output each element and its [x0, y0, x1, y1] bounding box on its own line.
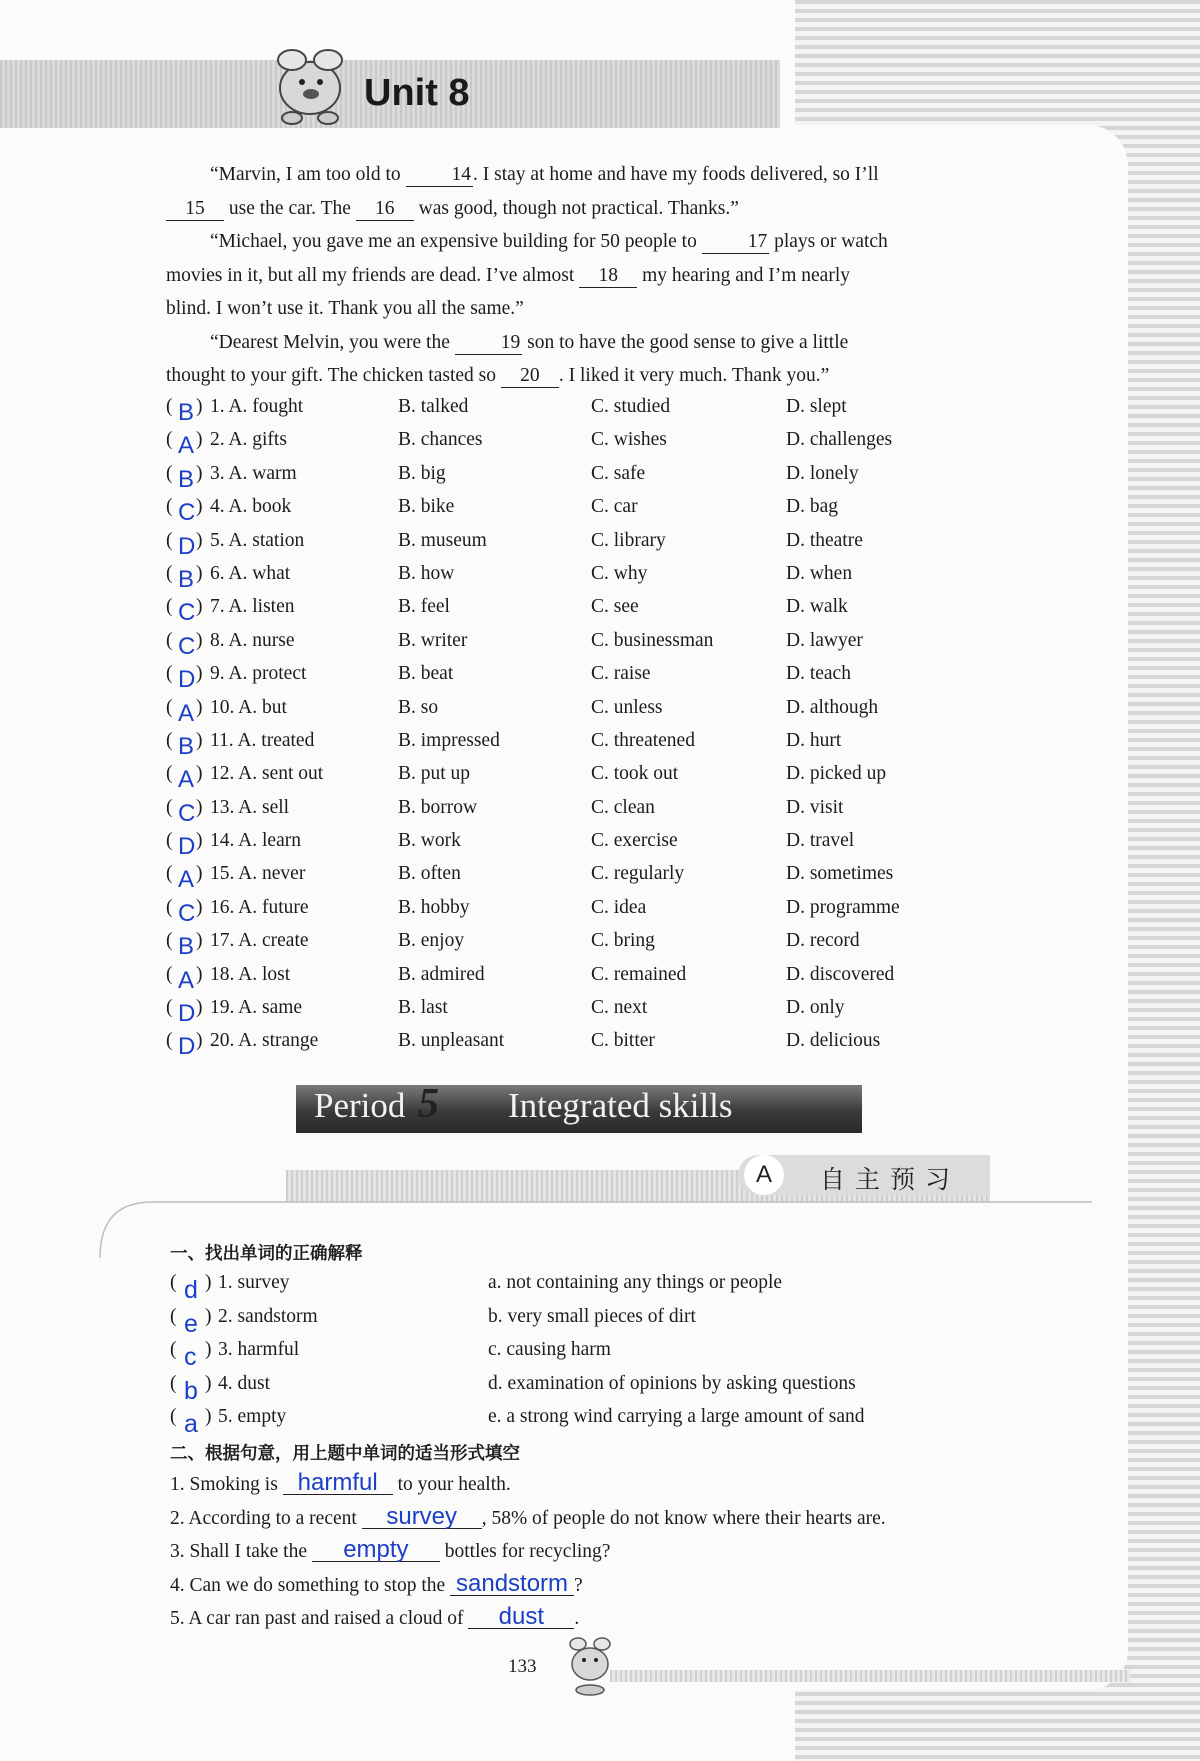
fill-row: 4. Can we do something to stop the sandstorm ? [170, 1569, 583, 1597]
answer-mark: D [178, 1000, 196, 1028]
match-row: ( d ) 1. survey a. not containing any things or people [170, 1272, 783, 1304]
passage-line: 15 use the car. The 16 was good, though not practical. Thanks.” [166, 192, 976, 226]
answer-mark: C [178, 799, 196, 827]
answer-fill: survey [362, 1506, 482, 1529]
blank-15: 15 [166, 198, 224, 221]
passage-paragraph: “Marvin, I am too old to 14 . I stay at home and have my foods delivered, so I’ll [210, 164, 879, 185]
fill-in-list [170, 1469, 1020, 1640]
question-row: ( B ) 1. A. fought B. talked C. studied D. slept [166, 396, 847, 426]
blank-20: 20 [501, 365, 559, 388]
blank-16: 16 [356, 198, 414, 221]
answer-mark: D [178, 666, 196, 694]
question-row: ( D ) 5. A. station B. museum C. library D. theatre [166, 529, 863, 560]
answer-mark: C [178, 899, 196, 927]
answer-mark: A [178, 866, 195, 894]
footer-band [610, 1670, 1130, 1682]
answer-mark: B [178, 399, 195, 426]
question-row: ( D ) 9. A. protect B. beat C. raise D. teach [166, 663, 851, 694]
period-title: Integrated skills [508, 1086, 733, 1125]
answer-mark: d [184, 1276, 198, 1304]
matching-list [170, 1272, 990, 1440]
answer-mark: C [178, 632, 196, 660]
match-row: ( a ) 5. empty e. a strong wind carrying a large amount of sand [170, 1406, 865, 1438]
question-row: ( A ) 12. A. sent out B. put up C. took out D. picked up [166, 763, 887, 794]
answer-fill: empty [312, 1539, 440, 1562]
answer-mark: C [178, 499, 196, 527]
fill-row: 3. Shall I take the empty bottles for recycling? [170, 1536, 611, 1563]
answer-mark: A [178, 766, 195, 794]
answer-mark: D [178, 532, 196, 560]
unit-title: Unit 8 [364, 72, 470, 114]
answer-mark: A [178, 432, 195, 460]
question-row: ( A ) 2. A. gifts B. chances C. wishes D. challenges [166, 429, 893, 460]
passage-line: thought to your gift. The chicken tasted so 20 . I liked it very much. Thank you.” [166, 365, 830, 386]
answer-mark: A [178, 966, 195, 994]
blank-18: 18 [579, 265, 637, 288]
fill-row: 2. According to a recent survey , 58% of people do not know where their hearts are. [170, 1502, 886, 1530]
passage-line: movies in it, but all my friends are dead. I’ve almost 18 my hearing and I’m nearly [166, 264, 850, 286]
passage-paragraph: “Dearest Melvin, you were the 19 son to have the good sense to give a little [210, 331, 849, 353]
answer-mark: D [178, 1033, 196, 1061]
answer-mark: B [178, 565, 195, 593]
answer-mark: A [178, 699, 195, 727]
answer-mark: B [178, 465, 195, 493]
match-row: ( e ) 2. sandstorm b. very small pieces of dirt [170, 1305, 696, 1338]
answer-mark: B [178, 732, 195, 760]
period-number: 5 [418, 1081, 439, 1127]
answer-mark: a [184, 1410, 198, 1438]
question-row: ( B ) 6. A. what B. how C. why D. when [166, 562, 853, 593]
answer-mark: C [178, 599, 196, 627]
question-row: ( D ) 14. A. learn B. work C. exercise D. travel [166, 830, 855, 861]
question-row: ( C ) 8. A. nurse B. writer C. businessman D. lawyer [166, 629, 863, 660]
section-title: 自主预习 [820, 1165, 961, 1194]
passage-line: blind. I won’t use it. Thank you all the same.” [166, 298, 524, 319]
cloze-passage [166, 158, 976, 393]
question-row: ( C ) 7. A. listen B. feel C. see D. walk [166, 596, 848, 627]
match-row: ( c ) 3. harmful c. causing harm [170, 1339, 611, 1371]
question-row: ( C ) 16. A. future B. hobby C. idea D. programme [166, 896, 900, 927]
passage-paragraph: “Michael, you gave me an expensive building for 50 people to 17 plays or watch [210, 231, 888, 252]
match-row: ( b ) 4. dust d. examination of opinions by asking questions [170, 1372, 856, 1405]
section-letter: A [744, 1155, 784, 1195]
answer-mark: D [178, 833, 196, 861]
blank-17: 17 [702, 231, 770, 254]
exercise2-heading: 二、根据句意，用上题中单词的适当形式填空 [170, 1444, 520, 1464]
question-row: ( B ) 17. A. create B. enjoy C. bring D. record [166, 930, 860, 961]
question-row: ( B ) 3. A. warm B. big C. safe D. lonely [166, 462, 859, 493]
answer-mark: c [184, 1343, 197, 1371]
multiple-choice-list [166, 396, 986, 1064]
question-row: ( C ) 13. A. sell B. borrow C. clean D. visit [166, 796, 844, 827]
page-number: 133 [508, 1656, 537, 1677]
answer-fill: dust [468, 1606, 574, 1629]
answer-fill: sandstorm [450, 1573, 574, 1596]
fill-row: 5. A car ran past and raised a cloud of dust . [170, 1603, 580, 1630]
blank-14: 14 [406, 164, 474, 187]
answer-mark: e [184, 1309, 198, 1338]
question-row: ( D ) 19. A. same B. last C. next D. only [166, 997, 845, 1028]
answer-mark: B [178, 933, 195, 961]
question-row: ( A ) 18. A. lost B. admired C. remained D. discovered [166, 963, 895, 994]
answer-mark: b [184, 1376, 198, 1405]
period-label: Period [314, 1086, 406, 1125]
question-row: ( C ) 4. A. book B. bike C. car D. bag [166, 496, 838, 527]
question-row: ( A ) 10. A. but B. so C. unless D. although [166, 696, 879, 727]
fill-row: 1. Smoking is harmful to your health. [170, 1469, 511, 1496]
blank-19: 19 [455, 332, 523, 355]
question-row: ( B ) 11. A. treated B. impressed C. threatened D. hurt [166, 729, 842, 760]
question-row: ( D ) 20. A. strange B. unpleasant C. bitter D. delicious [166, 1030, 881, 1061]
footer-mascot-icon [560, 1628, 620, 1698]
exercise1-heading: 一、找出单词的正确解释 [170, 1244, 363, 1264]
mascot-icon [262, 38, 358, 128]
question-row: ( A ) 15. A. never B. often C. regularly D. sometimes [166, 863, 894, 894]
answer-fill: harmful [283, 1472, 393, 1495]
